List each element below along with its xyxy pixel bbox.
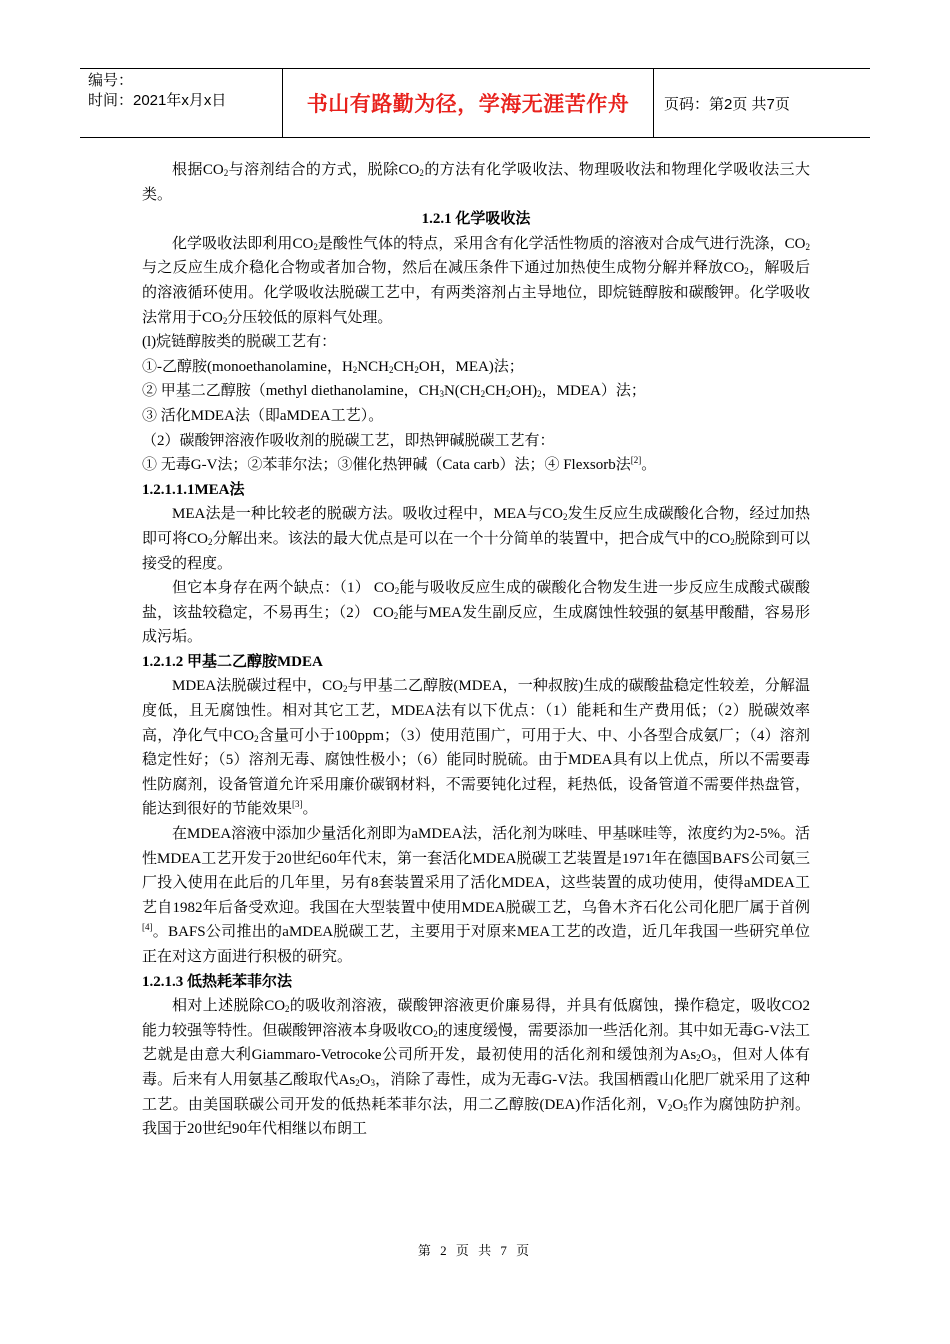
text-run: 发生反应生成碳酸化合物，经过加热即可将CO: [142, 506, 810, 547]
text-run: 的方法有化学吸收法、物理吸收法和物理化学吸收法三大类。: [142, 162, 810, 203]
text-run: 分解出来。该法的最大优点是可以在一个十分简单的装置中，把合成气中的CO: [212, 530, 731, 547]
section-heading-benfield: 1.2.1.3 低热耗苯菲尔法: [142, 973, 293, 990]
text-run: 根据CO: [172, 162, 224, 178]
text-run: ① 无毒G-V法；②苯菲尔法；③催化热钾碱（Cata carb）法；④ Flexsorb法: [142, 457, 631, 474]
text-run: 。: [302, 801, 318, 818]
section-heading-mea: 1.2.1.1.1MEA法: [142, 481, 245, 498]
text-run: 与溶剂结合的方式，脱除CO: [228, 162, 420, 178]
text-run: OH，MEA)法；: [418, 358, 524, 375]
mea-paragraph-2: [142, 576, 810, 650]
list-item-mdea: [142, 379, 810, 404]
list-item-amdea: ③ 活化MDEA法（即aMDEA工艺）。: [142, 407, 384, 424]
header-meta: [80, 69, 283, 137]
text-run: MDEA法脱碳过程中，CO: [172, 678, 343, 695]
subscript: 3: [439, 389, 444, 400]
page-footer: 第 2 页 共 7 页: [417, 1243, 533, 1258]
citation-ref: [2]: [630, 455, 642, 466]
text-run: NCH: [357, 358, 389, 375]
text-run: O: [700, 1047, 712, 1064]
subscript: 2: [208, 536, 213, 547]
header-page-number: 页码：第2页 共7页: [664, 95, 790, 113]
mdea-paragraph-2: [142, 822, 810, 970]
subscript: 5: [683, 1102, 688, 1113]
subscript: 2: [433, 1028, 438, 1039]
list-potassium-title: （2）碳酸钾溶液作吸收剂的脱碳工艺，即热钾碱脱碳工艺有：: [142, 432, 555, 449]
subscript: 2: [805, 241, 811, 252]
subscript: 2: [414, 364, 419, 375]
text-run: 是酸性气体的特点，采用含有化学活性物质的溶液对合成气进行洗涤，CO: [317, 235, 806, 252]
section-heading-mdea: 1.2.1.2 甲基二乙醇胺MDEA: [142, 653, 323, 670]
subscript: 2: [355, 1077, 360, 1088]
document-body: [142, 158, 810, 1142]
text-run: 。BAFS公司推出的aMDEA脱碳工艺，主要用于对原来MEA工艺的改造，近几年我国一些研究单位正在对这方面进行积极的研究。: [142, 924, 810, 965]
subscript: 3: [370, 1077, 376, 1088]
intro-paragraph: [142, 158, 810, 207]
subscript: 2: [394, 586, 400, 597]
page-header: [80, 68, 870, 138]
text-run: CH: [485, 383, 506, 400]
text-run: 化学吸收法即利用CO: [172, 235, 314, 252]
text-run: MEA法是一种比较老的脱碳方法。吸收过程中，MEA与CO: [172, 506, 563, 523]
subscript: 3: [711, 1053, 717, 1064]
subscript: 2: [505, 389, 511, 400]
text-run: O: [672, 1096, 684, 1113]
section-heading-1-2-1: 1.2.1 化学吸收法: [421, 211, 531, 228]
subscript: 2: [388, 364, 394, 375]
code-label: 编号：: [88, 72, 134, 89]
text-run: 与之反应生成介稳化合物或者加合物，然后在减压条件下通过加热使生成物分解并释放CO: [142, 260, 745, 277]
subscript: 2: [562, 512, 568, 523]
header-motto: 书山有路勤为径，学海无涯苦作舟: [283, 69, 654, 137]
text-run: 相对上述脱除CO: [172, 998, 286, 1015]
subscript: 2: [744, 266, 749, 277]
text-run: 。: [641, 457, 657, 474]
subscript: 2: [730, 536, 735, 547]
mea-paragraph-1: [142, 502, 810, 576]
subscript: 2: [285, 1004, 290, 1015]
benfield-paragraph: [142, 994, 810, 1142]
text-run: 分压较低的原料气处理。: [227, 309, 393, 326]
list-alkanolamine-title: (l)烷链醇胺类的脱碳工艺有：: [142, 334, 337, 351]
text-run: 但它本身存在两个缺点：（1） CO: [172, 580, 395, 597]
text-run: ，消除了毒性，成为无毒G-V法。我国栖霞山化肥厂就采用了这种工艺。由美国联碳公司开发的低热耗苯菲尔法，用二乙醇胺(DEA)作活化剂，V: [142, 1071, 810, 1113]
subscript: 2: [393, 610, 399, 621]
citation-ref: [3]: [292, 799, 303, 810]
subscript: 2: [313, 241, 318, 252]
text-run: 脱除到可以接受的程度。: [142, 530, 810, 572]
mdea-paragraph-1: [142, 674, 810, 822]
subscript: 2: [222, 315, 228, 326]
chemical-absorption-paragraph: [142, 232, 810, 330]
text-run: ，解吸后的溶液循环使用。化学吸收法脱碳工艺中，有两类溶剂占主导地位，即烷链醇胺和碳酸钾。化学吸收法常用于CO: [142, 260, 810, 326]
text-run: O: [359, 1071, 371, 1088]
subscript: 2: [342, 684, 348, 695]
subscript: 2: [696, 1053, 701, 1064]
subscript: 2: [223, 168, 229, 178]
subscript: 2: [537, 389, 542, 400]
date-label: 时间：2021年x月x日: [88, 92, 227, 109]
text-run: ，但对人体有毒。后来有人用氨基乙酸取代As: [142, 1047, 810, 1088]
list-item-potassium-methods: [142, 453, 810, 478]
text-run: 在MDEA溶液中添加少量活化剂即为aMDEA法，活化剂为咪哇、甲基咪哇等，浓度约为2-5%。活性MDEA工艺开发于20世纪60年代末，第一套活化MDEA脱碳工艺装置是1971年在德国BAFS公司氨三厂投入使用在此后的几年里，另有8套装置采用了活化MDEA，这些装置的成功使用，使得aMDEA工艺自1982年后备受欢迎。我国在大型装置中使用MDEA脱碳工艺，乌鲁木齐石化公司化肥厂属于首例: [142, 826, 810, 916]
text-run: CH: [393, 358, 415, 375]
subscript: 2: [667, 1102, 673, 1113]
text-run: 能与MEA发生副反应，生成腐蚀性较强的氨基甲酸醋，容易形成污垢。: [142, 604, 810, 646]
text-run: 与甲基二乙醇胺(MDEA，一种叔胺)生成的碳酸盐稳定性较差，分解温度低，且无腐蚀性。相对其它工艺，MDEA法有以下优点：（1）能耗和生产费用低；（2）脱碳效率高，净化气中CO: [142, 678, 810, 744]
text-run: 的速度缓慢，需要添加一些活化剂。其中如无毒G-V法工艺就是由意大利Giammaro-Vetrocoke公司所开发，最初使用的活化剂和缓蚀剂为As: [142, 1022, 810, 1064]
text-run: ①-乙醇胺(monoethanolamine，H: [142, 358, 353, 375]
subscript: 2: [480, 389, 486, 400]
text-run: 能与吸收反应生成的碳酸化合物发生进一步反应生成酸式碳酸盐，该盐较稳定，不易再生；（2） CO: [142, 580, 810, 621]
citation-ref: [4]: [142, 922, 153, 933]
text-run: ② 甲基二乙醇胺（methyl diethanolamine，CH: [142, 383, 440, 400]
text-run: 作为腐蚀防护剂。我国于20世纪90年代相继以布朗工: [142, 1096, 810, 1138]
list-item-mea: [142, 355, 810, 380]
subscript: 2: [352, 364, 358, 375]
text-run: 的吸收剂溶液，碳酸钾溶液更价廉易得，并具有低腐蚀，操作稳定，吸收CO2能力较强等特性。但碳酸钾溶液本身吸收CO: [142, 998, 810, 1039]
text-run: 含量可小于100ppm；（3）使用范围广，可用于大、中、小各型合成氨厂；（4）溶剂稳定性好；（5）溶剂无毒、腐蚀性极小；（6）能同时脱硫。由于MDEA具有以上优点，所以不需要毒性防腐剂，设备管道允许采用廉价碳钢材料，不需要钝化过程，耗热低，设备管道不需要伴热盘管，能达到很好的节能效果: [142, 727, 811, 818]
text-run: N(CH: [443, 383, 481, 400]
subscript: 2: [419, 168, 424, 178]
subscript: 2: [254, 733, 259, 744]
text-run: ，MDEA）法；: [541, 383, 646, 400]
text-run: OH): [510, 383, 538, 400]
